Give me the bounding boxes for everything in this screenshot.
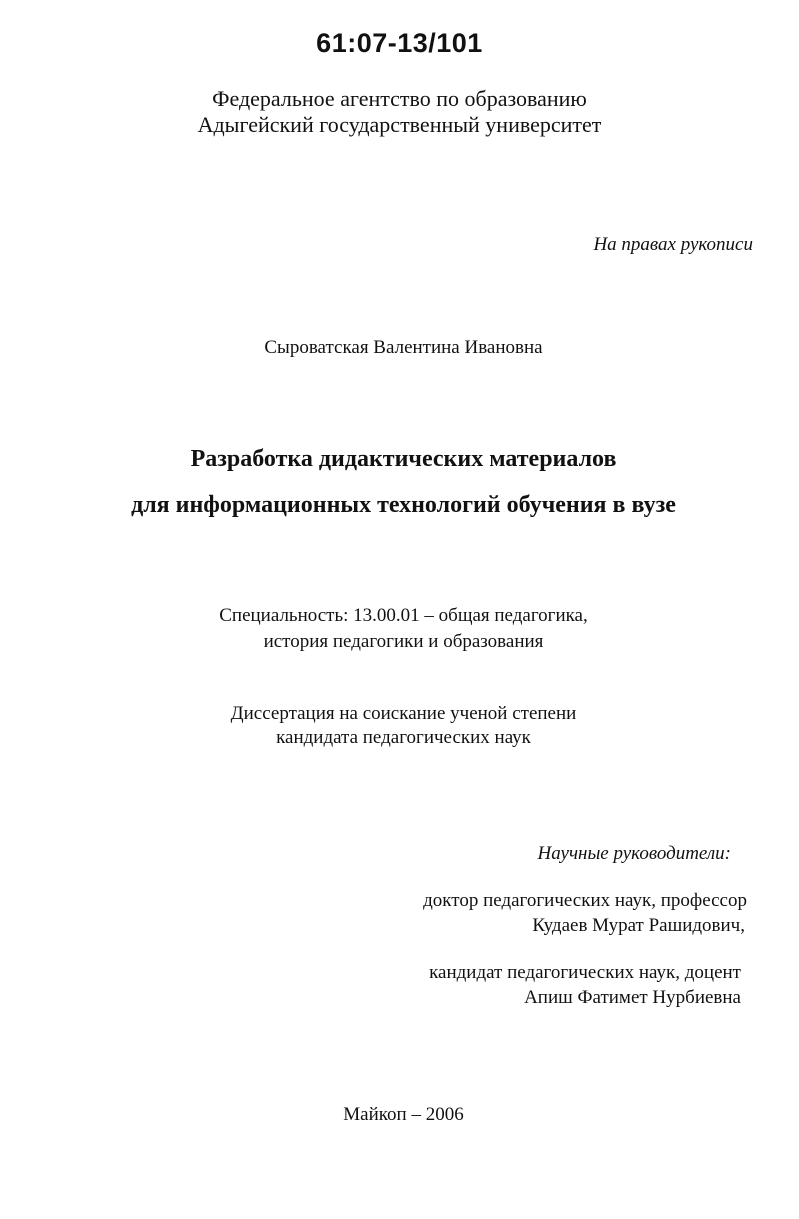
- agency-name: Федеральное агентство по образованию: [212, 86, 587, 111]
- advisor-1-name: Кудаев Мурат Рашидович,: [532, 915, 745, 936]
- advisor-2-name: Апиш Фатимет Нурбиевна: [524, 987, 741, 1008]
- place-year: Майкоп – 2006: [343, 1104, 464, 1125]
- university-name: Адыгейский государственный университет: [197, 112, 602, 137]
- advisor-1-title: доктор педагогических наук, профессор: [423, 890, 747, 911]
- advisors-label: Научные руководители:: [537, 843, 731, 864]
- document-code: 61:07-13/101: [316, 28, 483, 58]
- specialty-line-1: Специальность: 13.00.01 – общая педагогика,: [219, 605, 588, 626]
- dissertation-line-1: Диссертация на соискание ученой степени: [230, 703, 577, 724]
- specialty-line-2: история педагогики и образования: [263, 631, 544, 652]
- thesis-title-line-1: Разработка дидактических материалов: [190, 446, 617, 472]
- author-name: Сыроватская Валентина Ивановна: [264, 337, 543, 358]
- rights-note: На правах рукописи: [593, 234, 753, 255]
- dissertation-line-2: кандидата педагогических наук: [276, 727, 531, 748]
- thesis-title-line-2: для информационных технологий обучения в вузе: [131, 492, 676, 518]
- advisor-2-title: кандидат педагогических наук, доцент: [429, 962, 741, 983]
